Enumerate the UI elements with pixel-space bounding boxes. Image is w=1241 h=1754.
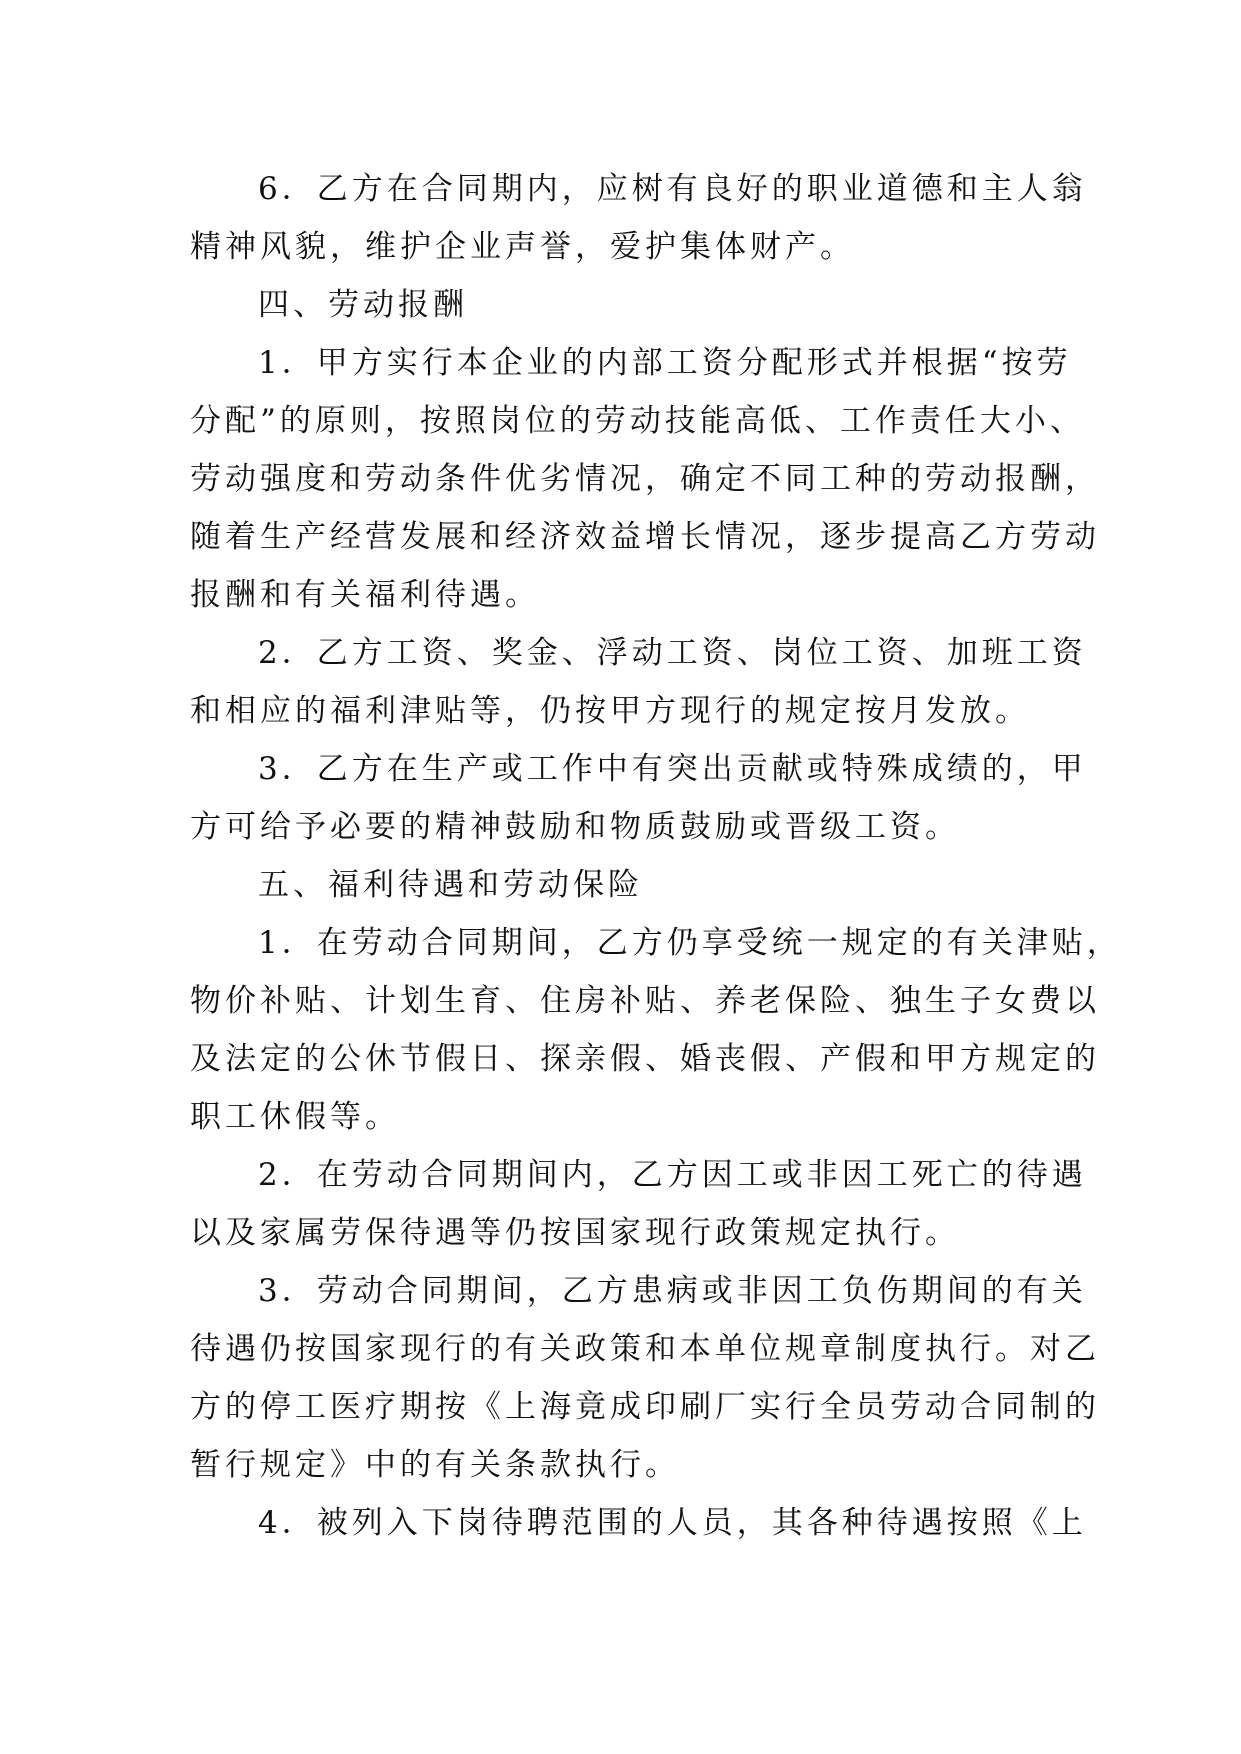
text-line: 方可给予必要的精神鼓励和物质鼓励或晋级工资。 [190, 809, 960, 845]
text-line: 报酬和有关福利待遇。 [190, 577, 540, 613]
text-line: 待遇仍按国家现行的有关政策和本单位规章制度执行。对乙 [190, 1331, 1100, 1367]
text-line: 4．被列入下岗待聘范围的人员，其各种待遇按照《上 [258, 1505, 1087, 1541]
text-line: 随着生产经营发展和经济效益增长情况，逐步提高乙方劳动 [190, 519, 1100, 555]
text-line: 1．甲方实行本企业的内部工资分配形式并根据“按劳 [258, 345, 1072, 381]
text-line: 暂行规定》中的有关条款执行。 [190, 1447, 680, 1483]
text-line: 1．在劳动合同期间，乙方仍享受统一规定的有关津贴， [258, 925, 1122, 961]
text-line: 3．劳动合同期间，乙方患病或非因工负伤期间的有关 [258, 1273, 1087, 1309]
text-line: 3．乙方在生产或工作中有突出贡献或特殊成绩的，甲 [258, 751, 1087, 787]
text-line: 2．乙方工资、奖金、浮动工资、岗位工资、加班工资 [258, 635, 1087, 671]
text-line: 2．在劳动合同期间内，乙方因工或非因工死亡的待遇 [258, 1157, 1087, 1193]
text-line: 职工休假等。 [190, 1099, 400, 1135]
section-heading: 五、福利待遇和劳动保险 [258, 867, 643, 903]
text-line: 以及家属劳保待遇等仍按国家现行政策规定执行。 [190, 1215, 960, 1251]
text-line: 物价补贴、计划生育、住房补贴、养老保险、独生子女费以 [190, 983, 1100, 1019]
text-line: 方的停工医疗期按《上海竟成印刷厂实行全员劳动合同制的 [190, 1389, 1100, 1425]
text-line: 劳动强度和劳动条件优劣情况，确定不同工种的劳动报酬， [190, 461, 1100, 497]
text-line: 6．乙方在合同期内，应树有良好的职业道德和主人翁 [258, 171, 1087, 207]
text-line: 及法定的公休节假日、探亲假、婚丧假、产假和甲方规定的 [190, 1041, 1100, 1077]
text-line: 分配”的原则，按照岗位的劳动技能高低、工作责任大小、 [190, 403, 1085, 439]
text-line: 和相应的福利津贴等，仍按甲方现行的规定按月发放。 [190, 693, 1030, 729]
document-body [190, 160, 1122, 1552]
section-heading: 四、劳动报酬 [258, 287, 468, 323]
text-line: 精神风貌，维护企业声誉，爱护集体财产。 [190, 229, 855, 265]
